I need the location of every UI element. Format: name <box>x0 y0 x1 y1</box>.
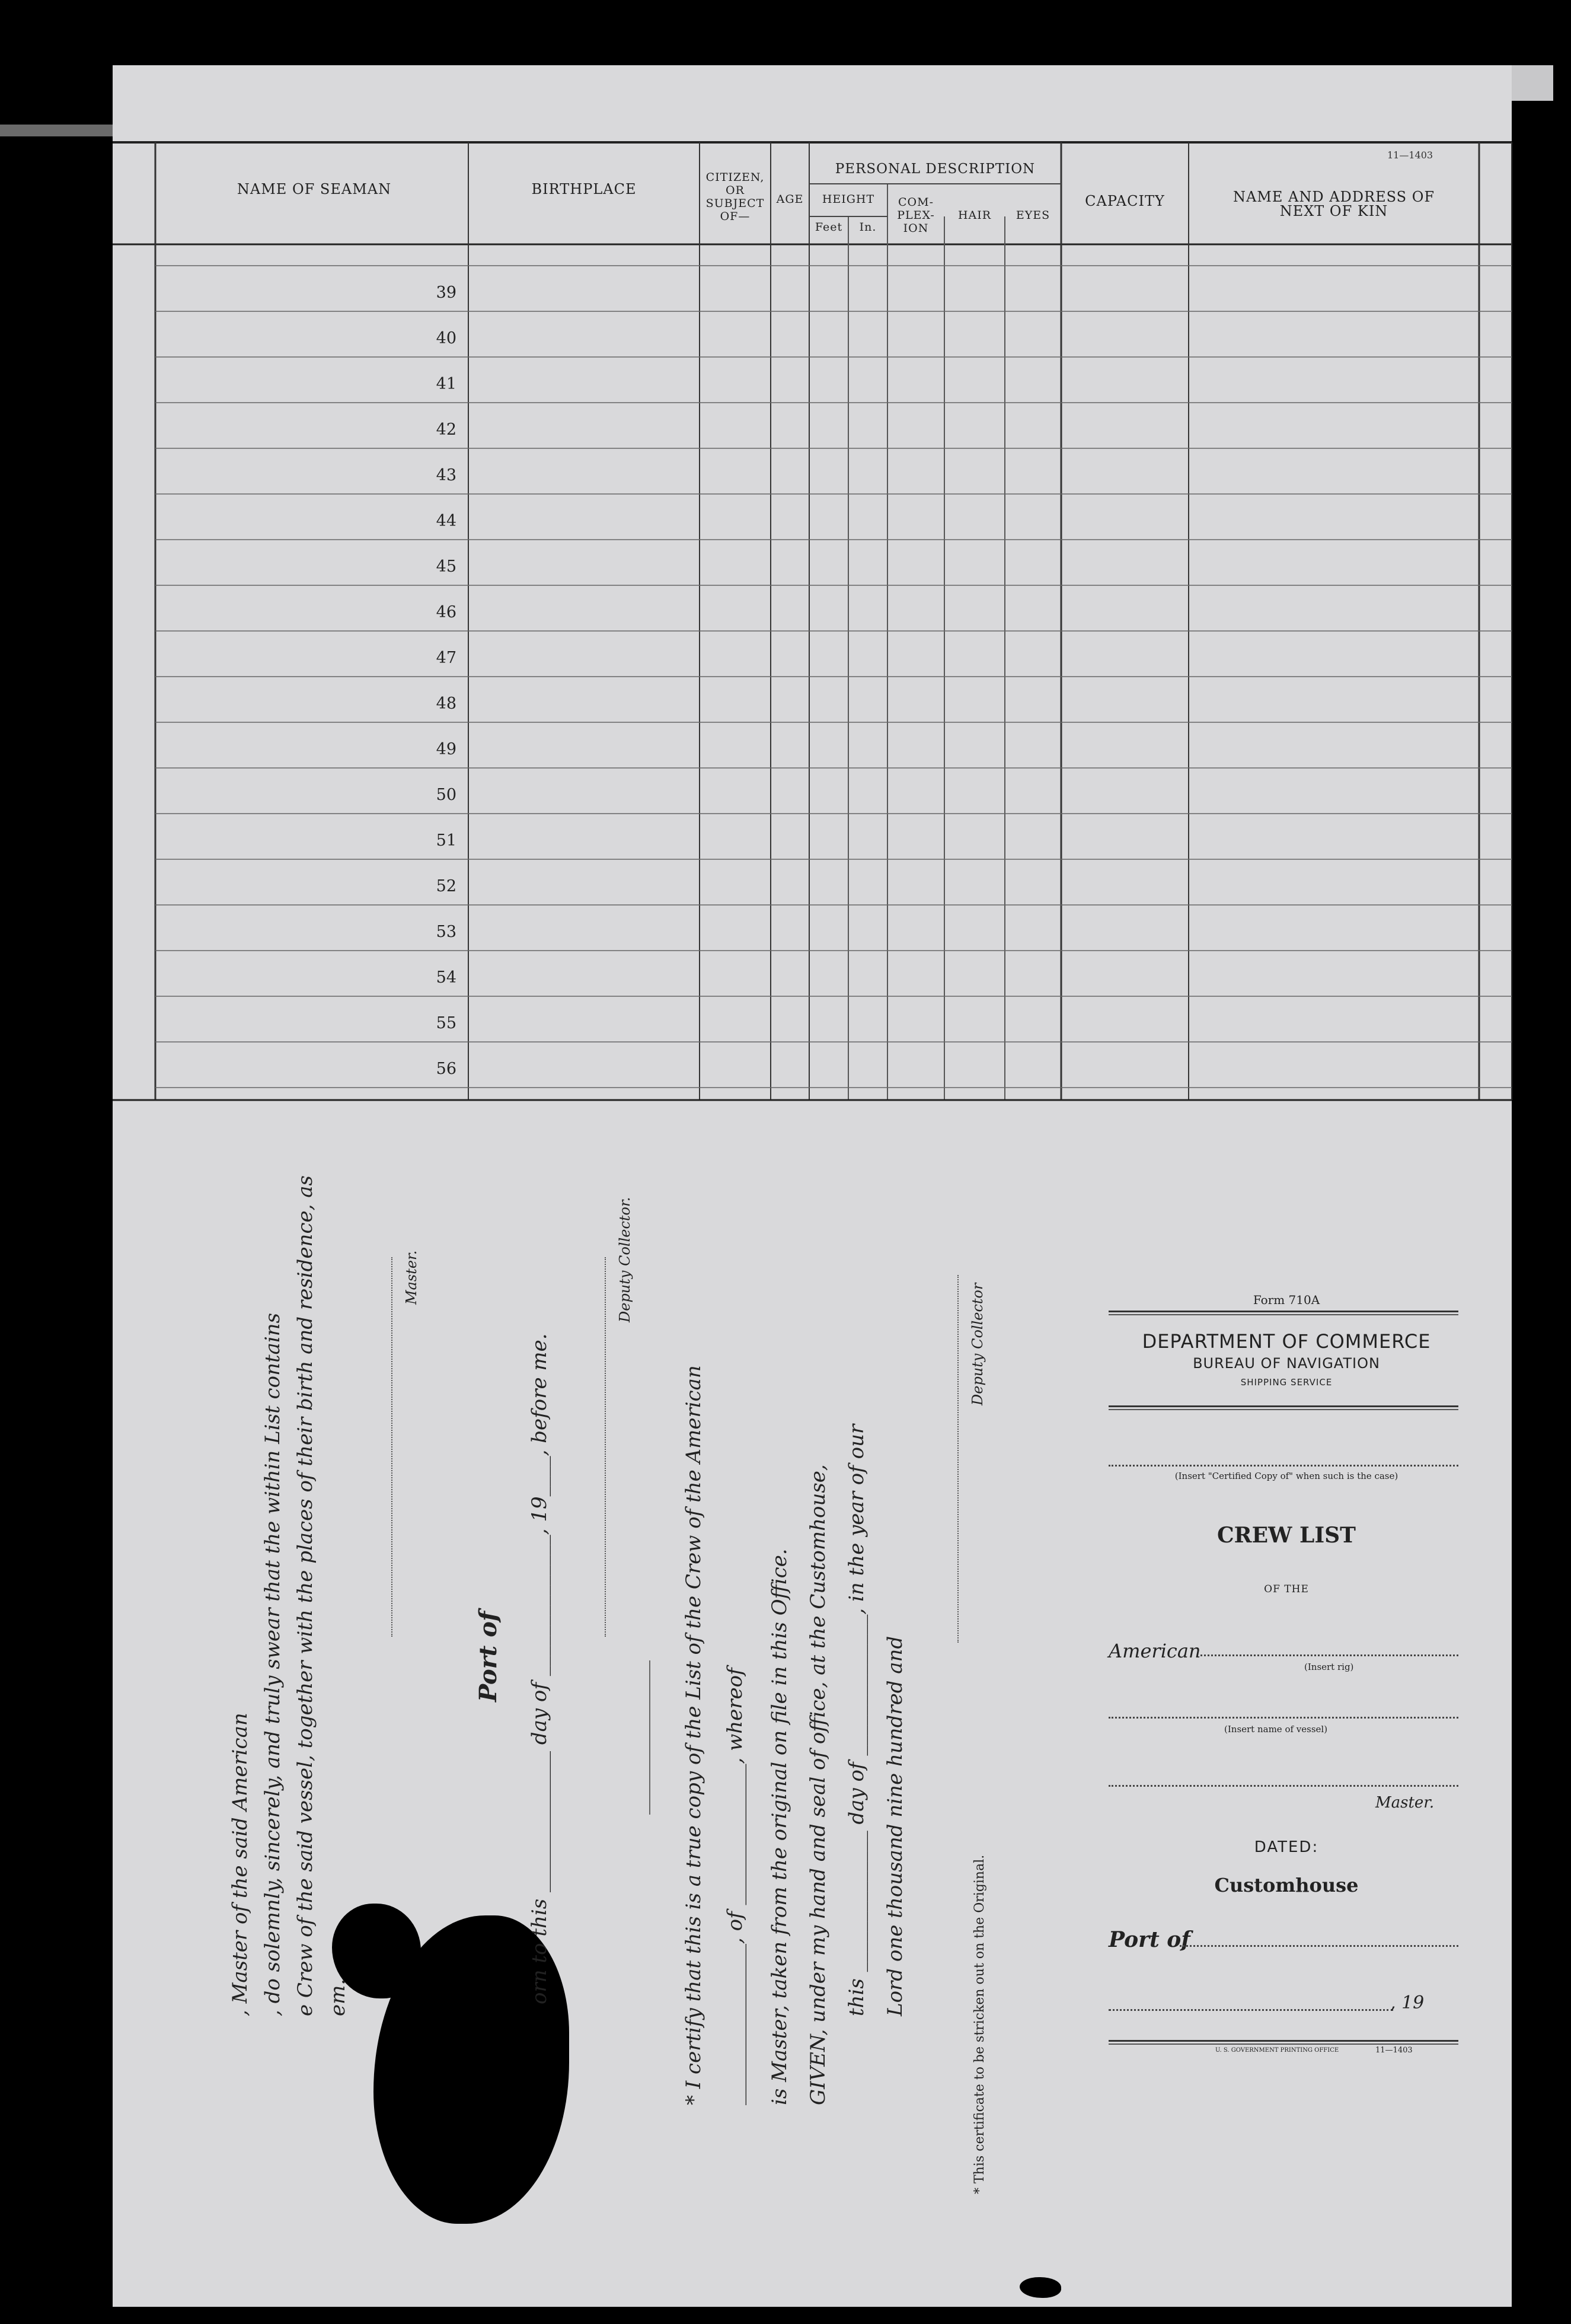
oath-sworn-line: orn to this ______________ day of ______________, 19____, before me. <box>528 1333 551 2004</box>
cover-rule-1 <box>1109 1311 1458 1312</box>
certificate-footnote: * This certificate to be stricken out on the Original. <box>972 1854 987 2194</box>
row-number: 49 <box>436 740 456 758</box>
header-citizen-2: OR <box>726 184 745 197</box>
header-age: AGE <box>776 193 804 206</box>
certificate-line-6: Lord one thousand nine hundred and <box>883 1636 907 2016</box>
port-line <box>1180 1945 1458 1947</box>
cover-rule-2b <box>1109 1409 1458 1410</box>
row-number: 40 <box>436 329 456 348</box>
master-line <box>1109 1785 1458 1787</box>
crew-table <box>0 0 1571 1109</box>
row-number: 53 <box>436 923 456 941</box>
certificate-line-1: * I certify that this is a true copy of the List of the Crew of the American <box>682 1365 705 2105</box>
dated-label: DATED: <box>1254 1838 1319 1856</box>
cover-rule-2 <box>1109 1405 1458 1407</box>
cover-rule-3 <box>1109 2040 1458 2042</box>
header-hair: HAIR <box>957 209 992 222</box>
header-eyes: EYES <box>1016 209 1050 222</box>
cover-rule-1b <box>1109 1314 1458 1315</box>
certified-copy-line <box>1109 1465 1458 1467</box>
cover-rule-3b <box>1109 2044 1458 2045</box>
certified-copy-note: (Insert "Certified Copy of" when such is the case) <box>1174 1471 1398 1481</box>
cover-port-of: Port of <box>1109 1927 1190 1952</box>
certificate-line-3: is Master, taken from the original on file in this Office. <box>768 1548 791 2105</box>
certificate-line-4: GIVEN, under my hand and seal of office, at the Customhouse, <box>806 1464 830 2105</box>
header-feet: Feet <box>815 221 843 234</box>
row-number: 47 <box>436 649 456 667</box>
customhouse-label: Customhouse <box>1214 1874 1359 1896</box>
rig-line <box>1200 1654 1458 1656</box>
bureau-title: BUREAU OF NAVIGATION <box>1193 1355 1380 1372</box>
header-complexion-3: ION <box>903 222 929 235</box>
vessel-line <box>1109 1717 1458 1719</box>
header-complexion-2: PLEX- <box>897 209 935 222</box>
header-citizen-4: OF— <box>720 210 751 223</box>
row-number: 56 <box>436 1060 456 1078</box>
header-citizen-1: CITIZEN, <box>705 171 765 184</box>
cover-master-label: Master. <box>1375 1794 1435 1812</box>
row-number: 39 <box>436 283 456 302</box>
oath-line-1: , Master of the said American <box>228 1713 252 2016</box>
header-next-of-kin-2: NEXT OF KIN <box>1279 203 1388 219</box>
header-capacity: CAPACITY <box>1085 193 1165 209</box>
certificate-line-2: ________________, of ______________, whereof <box>723 1668 747 2105</box>
certificate-deputy-collector: Deputy Collector <box>969 1283 986 1405</box>
year-prefix: , 19 <box>1390 1993 1425 2013</box>
row-number: 43 <box>436 466 456 484</box>
printer-code: 11—1403 <box>1375 2046 1413 2055</box>
row-number: 52 <box>436 877 456 895</box>
oath-mark-line <box>649 1660 652 1815</box>
oath-deputy-collector: Deputy Collector. <box>617 1197 633 1322</box>
row-number: 46 <box>436 603 456 621</box>
oath-line-2: , do solemnly, sincerely, and truly swear that the within List contains <box>261 1312 285 2016</box>
form-number: Form 710A <box>1253 1293 1320 1307</box>
oath-line-4: em. <box>326 1978 350 2016</box>
form-code: 11—1403 <box>1387 149 1433 161</box>
of-the-label: OF THE <box>1264 1583 1309 1595</box>
header-inches: In. <box>859 221 877 234</box>
printer-imprint: U. S. GOVERNMENT PRINTING OFFICE <box>1215 2047 1339 2054</box>
row-number: 48 <box>436 694 456 713</box>
row-number: 44 <box>436 512 456 530</box>
header-personal-description: PERSONAL DESCRIPTION <box>835 161 1036 177</box>
crew-list-title: CREW LIST <box>1217 1523 1356 1548</box>
header-birthplace: BIRTHPLACE <box>531 181 637 197</box>
row-number: 45 <box>436 557 456 576</box>
header-complexion-1: COM- <box>898 196 934 209</box>
deputy-signature-line <box>605 1257 607 1637</box>
insert-vessel-note: (Insert name of vessel) <box>1224 1724 1328 1735</box>
insert-rig-note: (Insert rig) <box>1304 1662 1354 1672</box>
header-height: HEIGHT <box>822 193 875 206</box>
table-grid <box>0 0 1571 1109</box>
american-label: American <box>1109 1640 1201 1662</box>
service-title: SHIPPING SERVICE <box>1240 1377 1333 1388</box>
cover-panel <box>1109 1293 1464 2064</box>
header-next-of-kin-1: NAME AND ADDRESS OF <box>1232 189 1435 205</box>
row-number: 51 <box>436 831 456 850</box>
department-title: DEPARTMENT OF COMMERCE <box>1142 1330 1431 1353</box>
row-number: 54 <box>436 968 456 987</box>
master-label: Master. <box>403 1250 420 1305</box>
row-number: 50 <box>436 786 456 804</box>
header-citizen-3: SUBJECT <box>705 197 765 210</box>
header-name-of-seaman: NAME OF SEAMAN <box>237 181 392 197</box>
oath-line-3: e Crew of the said vessel, together with the places of their birth and residence, as <box>293 1175 317 2016</box>
row-number: 55 <box>436 1014 456 1032</box>
certificate-line-5: this ______________ day of ______________, in the year of our <box>845 1424 868 2016</box>
oath-port-of: Port of <box>474 1611 502 1702</box>
row-number: 42 <box>436 420 456 439</box>
row-number: 41 <box>436 375 456 393</box>
certificate-signature-line <box>957 1275 960 1643</box>
date-line <box>1109 2009 1393 2011</box>
master-signature-line <box>391 1257 394 1637</box>
